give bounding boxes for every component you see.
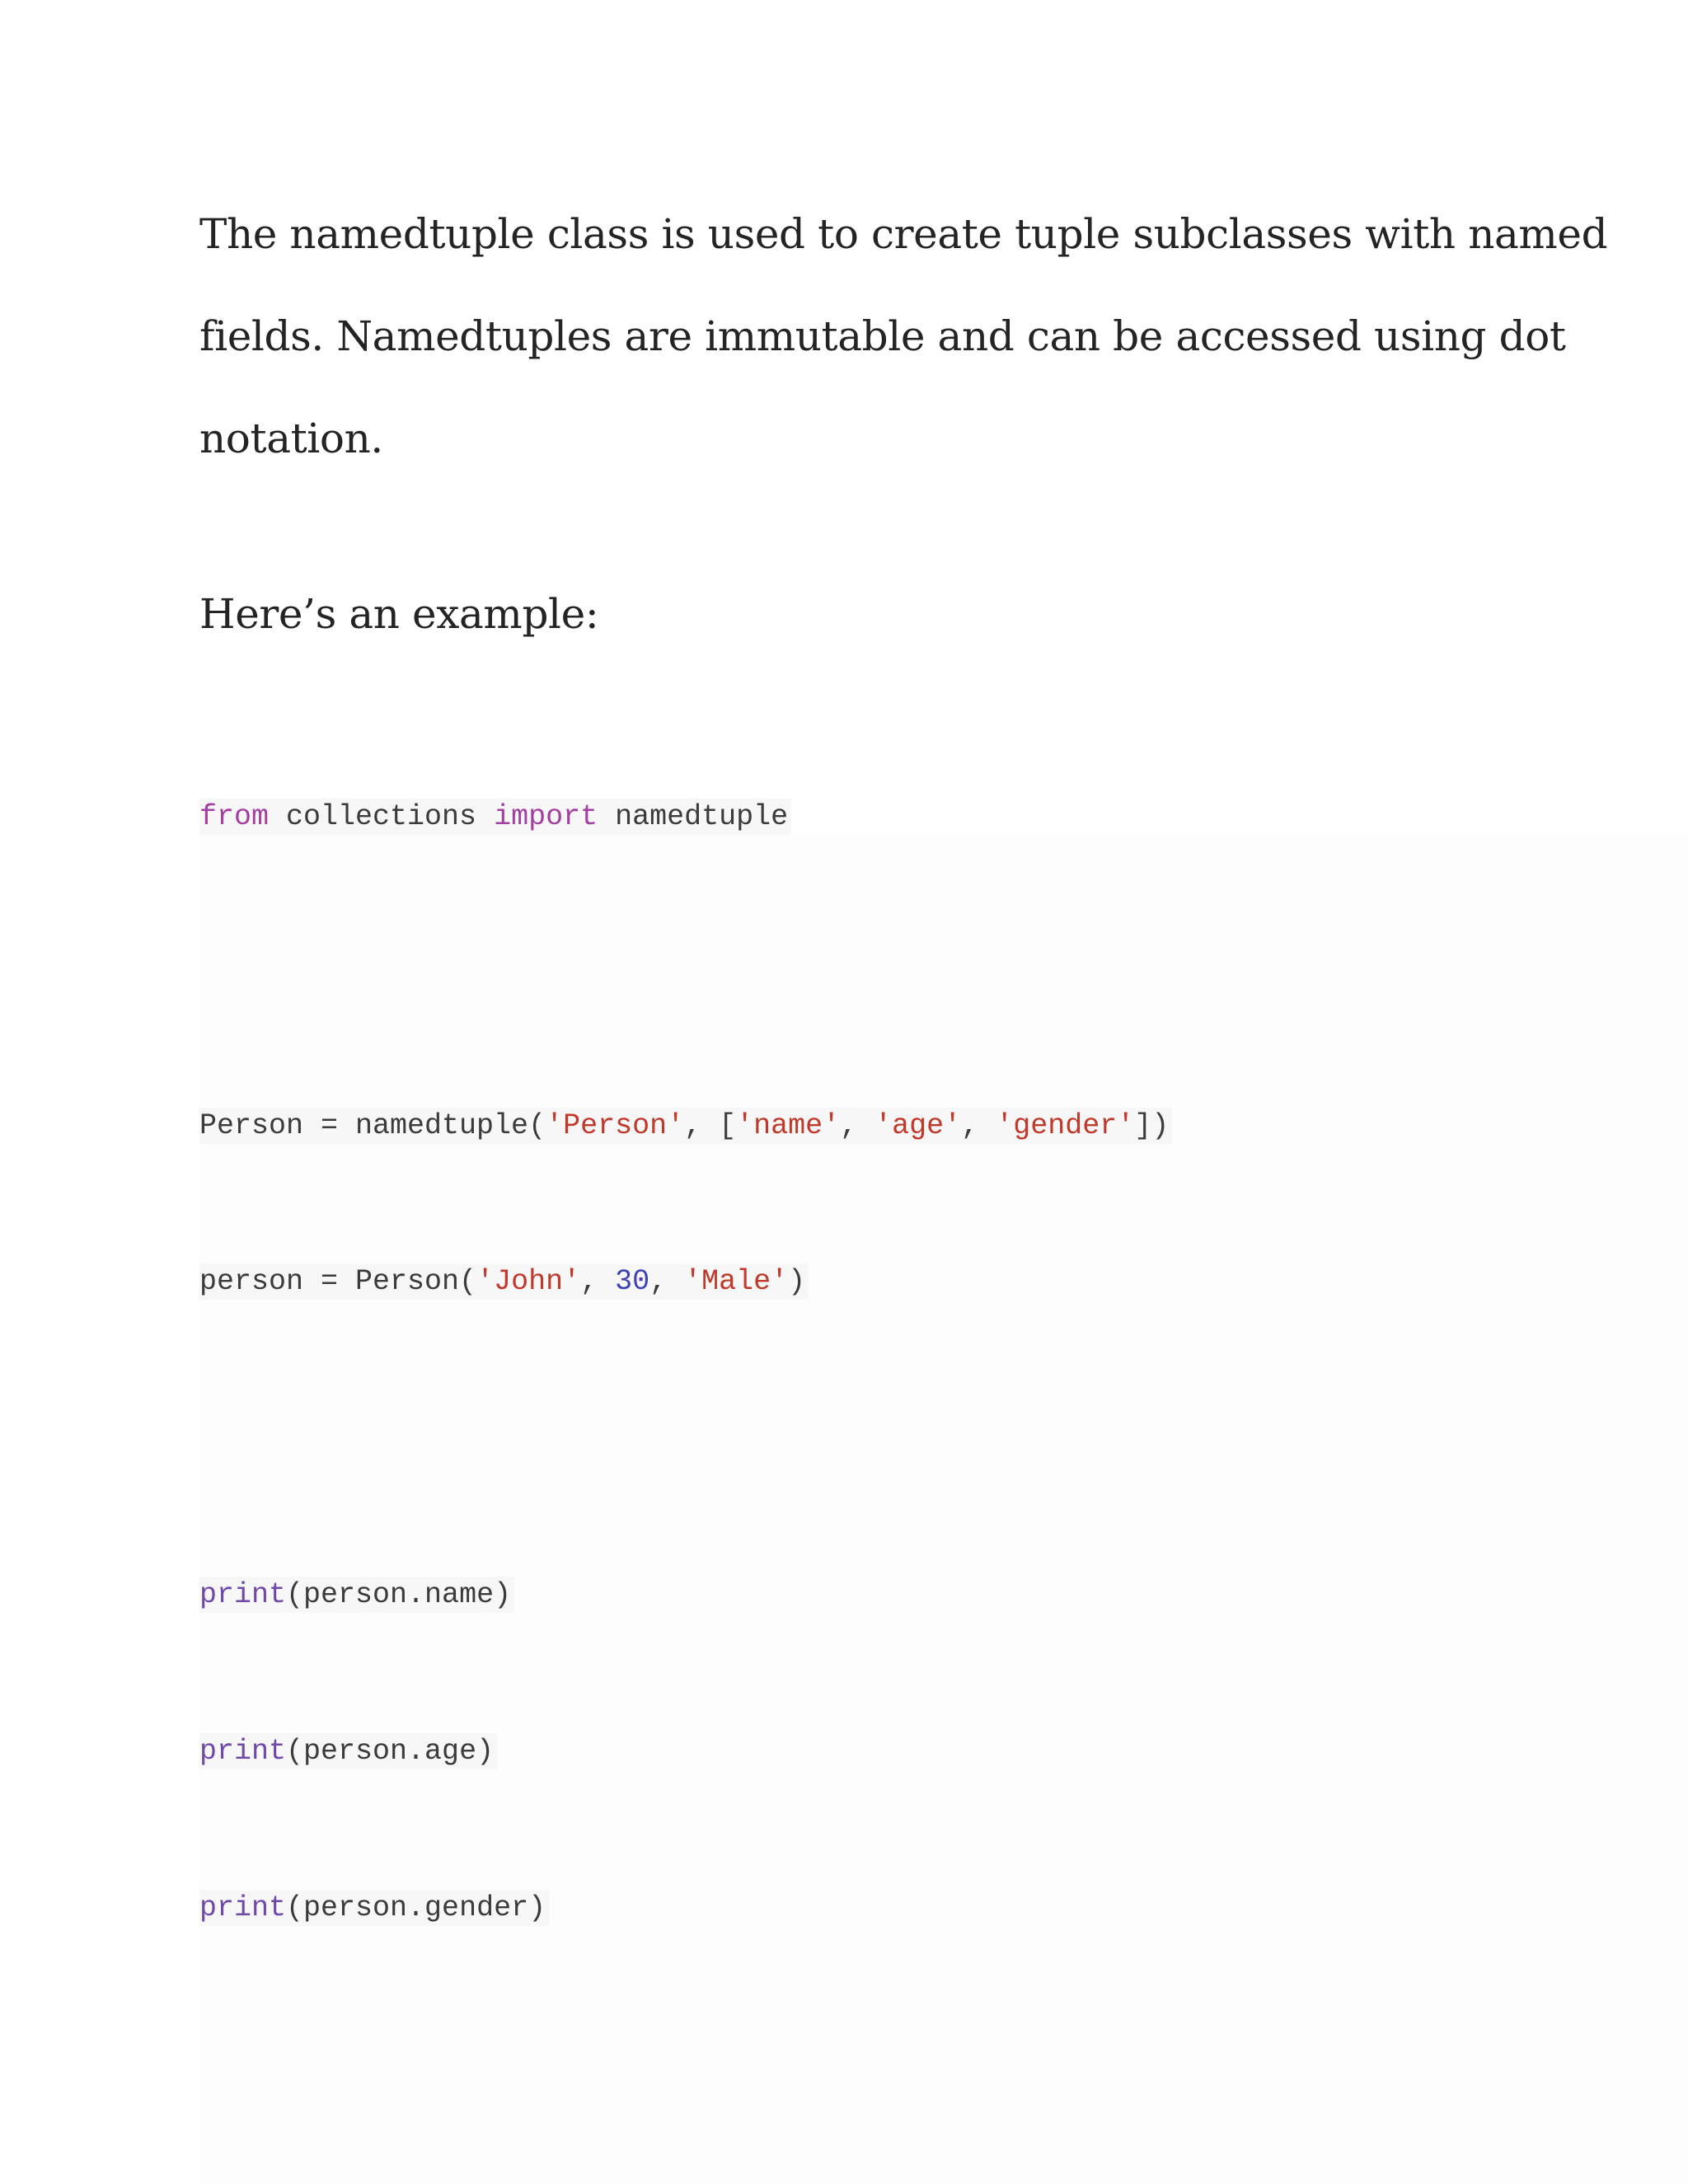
intro-line-2: fields. Namedtuples are immutable and can be accessed using dot xyxy=(199,312,1566,360)
separator: , xyxy=(649,1265,685,1298)
closing-paren: ) xyxy=(788,1265,806,1298)
code-line-print-gender xyxy=(199,1890,549,1926)
print-args: (person.age) xyxy=(286,1735,495,1768)
example-lead-text: Here’s an example: xyxy=(199,590,599,638)
code-block xyxy=(199,832,1688,2184)
closing-brackets: ]) xyxy=(1134,1109,1170,1142)
keyword-from: from xyxy=(199,800,270,833)
print-args: (person.gender) xyxy=(286,1891,546,1924)
code-line-import xyxy=(199,799,791,835)
print-args: (person.name) xyxy=(286,1578,512,1611)
string-literal: 'John' xyxy=(476,1265,581,1298)
code-line-instance xyxy=(199,1263,809,1300)
assignment-lhs: Person = namedtuple( xyxy=(199,1109,546,1142)
builtin-print: print xyxy=(199,1735,287,1768)
string-literal: 'gender' xyxy=(996,1109,1135,1142)
separator: , xyxy=(961,1109,996,1142)
separator: , xyxy=(840,1109,875,1142)
builtin-print: print xyxy=(199,1891,287,1924)
code-line-print-age xyxy=(199,1733,497,1769)
module-name: collections xyxy=(269,800,495,833)
assignment-lhs: person = Person( xyxy=(199,1265,477,1298)
intro-paragraph xyxy=(199,183,1608,490)
imported-name: namedtuple xyxy=(598,800,789,833)
keyword-import: import xyxy=(494,800,598,833)
intro-line-3: notation. xyxy=(199,415,383,462)
separator: , xyxy=(580,1265,616,1298)
code-line-namedtuple-def xyxy=(199,1108,1172,1144)
string-literal: 'Male' xyxy=(684,1265,789,1298)
number-literal: 30 xyxy=(615,1265,650,1298)
intro-line-1: The namedtuple class is used to create tuple subclasses with named xyxy=(199,210,1608,258)
string-literal: 'age' xyxy=(874,1109,962,1142)
string-literal: 'Person' xyxy=(546,1109,685,1142)
string-literal: 'name' xyxy=(736,1109,841,1142)
builtin-print: print xyxy=(199,1578,287,1611)
code-line-print-name xyxy=(199,1577,514,1613)
separator: , [ xyxy=(684,1109,737,1142)
